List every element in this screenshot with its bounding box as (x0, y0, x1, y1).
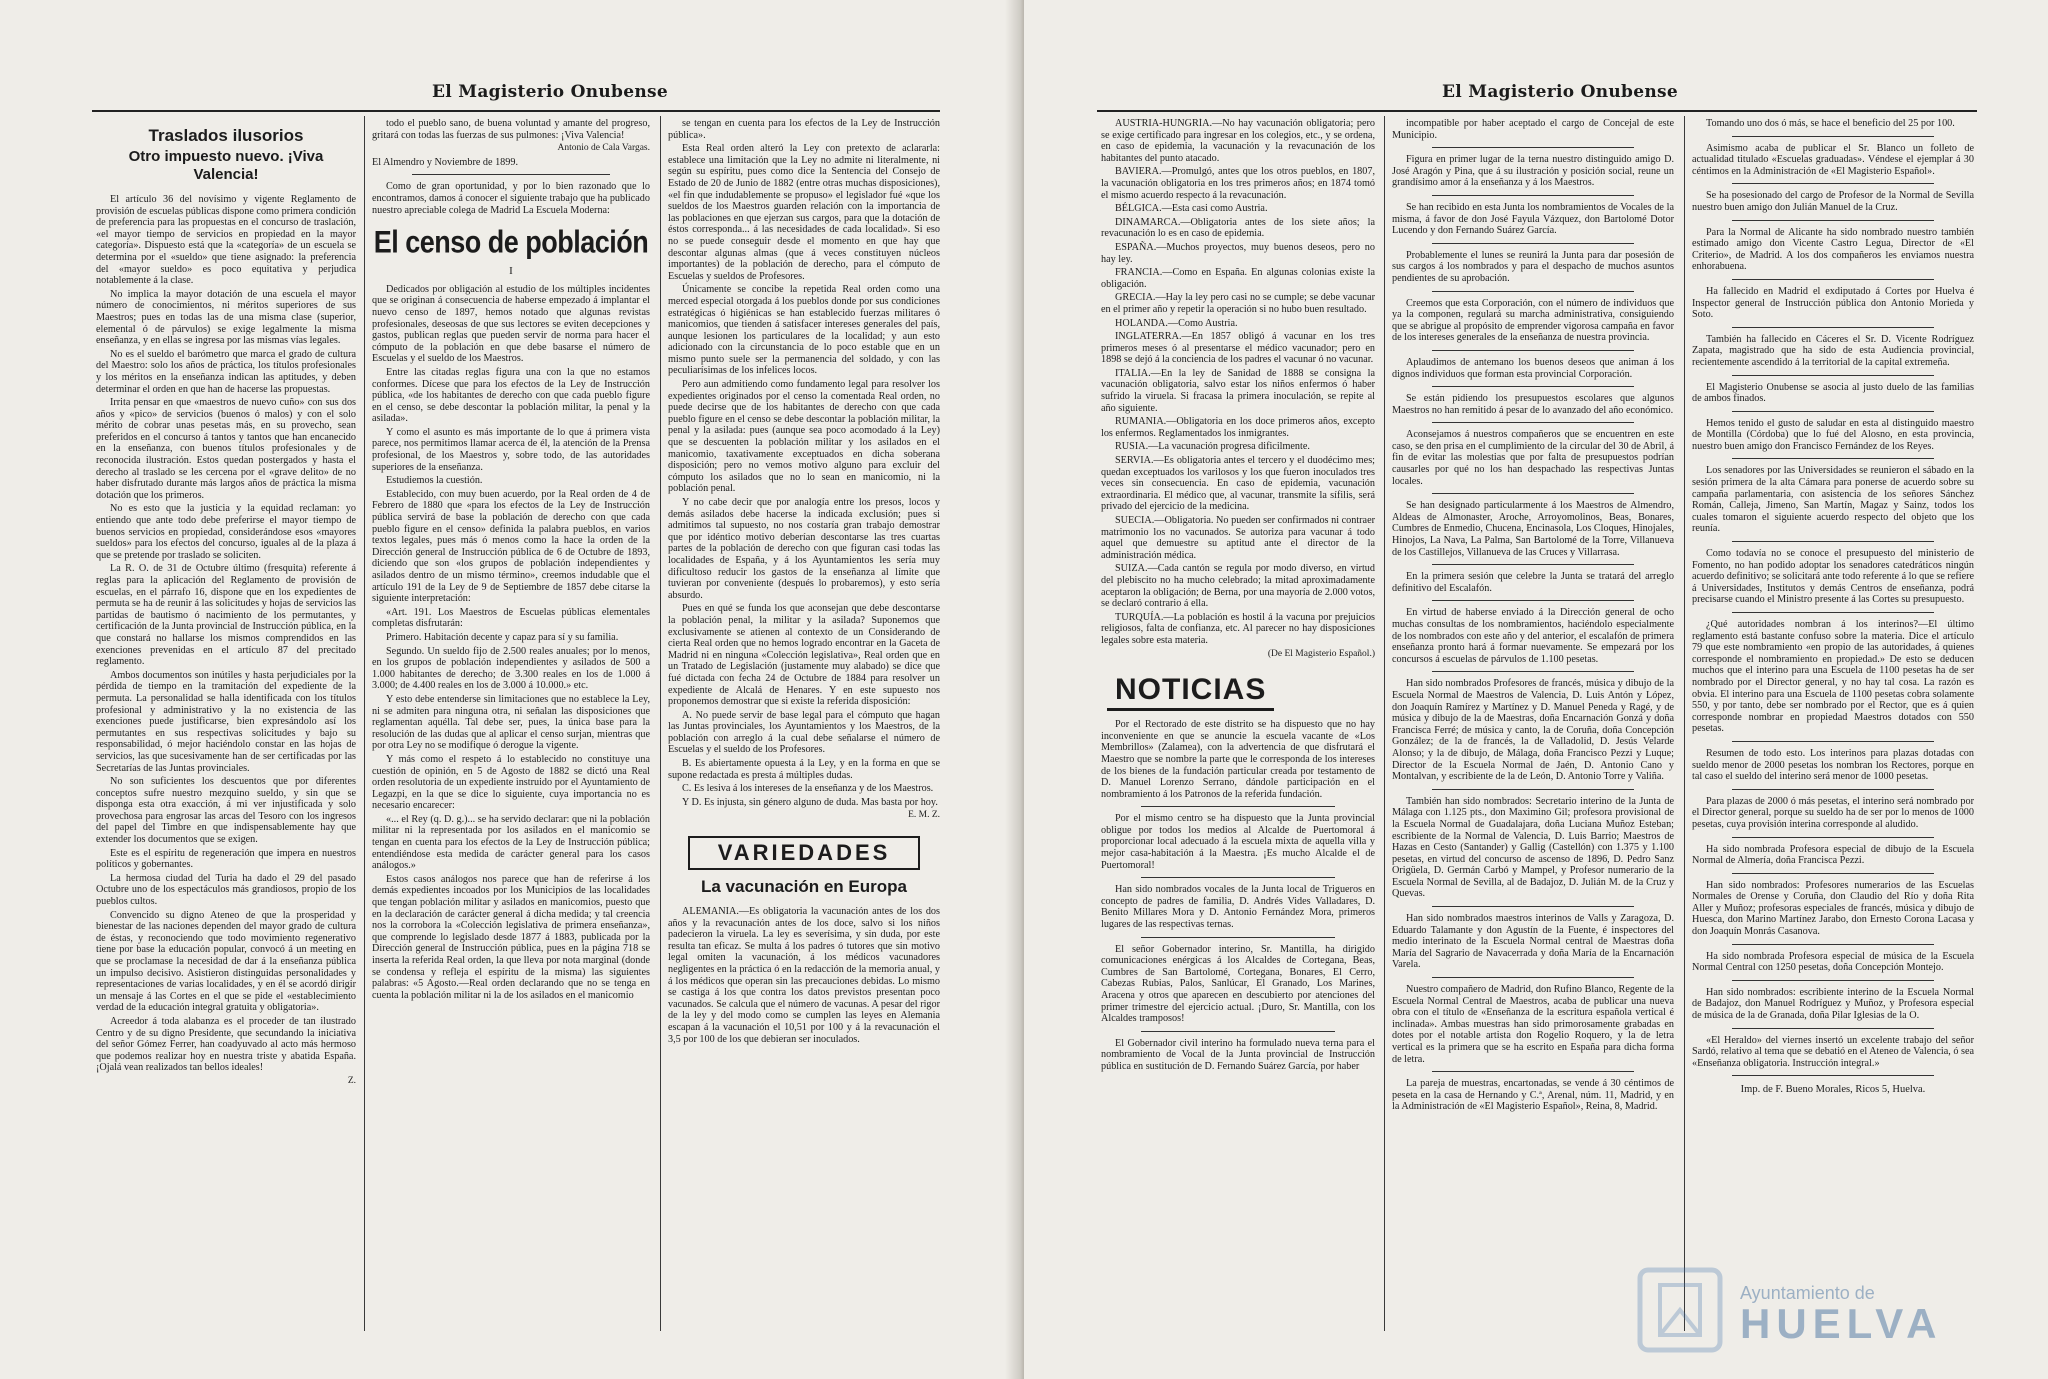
paragraph: «... el Rey (q. D. g.)... se ha servido declarar: que ni la población militar ni la representada por los asilados en el manicomio se tengan en cuenta para los efectos de la Ley de Instrucción pública; entendiéndose esta medida de carácter general para los casos análogos.» (372, 813, 650, 872)
news-item: También ha fallecido en Cáceres el Sr. D. Vicente Rodríguez Zapata, magistrado que ha sido de esta Audiencia provincial, recientemente ascendido á la territorial de la capital extremeña. (1692, 333, 1974, 368)
separator (1732, 837, 1934, 838)
paragraph: C. Es lesiva á los intereses de la enseñanza y de los Maestros. (682, 783, 934, 795)
paragraph: SERVIA.—Es obligatoria antes el tercero y el duodécimo mes; quedan exceptuados los varilosos y los que fueron inoculados tres veces sin consecuencia. En caso de epidemia, vacunación extraordinaria. El médico que, al vacunar, transmite la sífilis, será privado del ejercicio de la medicina. (1101, 455, 1375, 513)
paragraph: Establecido, con muy buen acuerdo, por la Real orden de 4 de Febrero de 1880 que «para los efectos de la Ley de Instrucción pública servirá de base la población de derecho con que cada pueblo figure en el censo» definida la palabra pueblos, en varios textos legales, pues más ó menos como la hace la orden de la Dirección general de Instrucción pública de 6 de Octubre de 1893, diciendo que son «los grupos de población independientes y asilados dentro de un mismo término», creemos indudable que el artículo 191 de la Ley de 9 de Septiembre de 1857 debe citarse la siguiente interpretación: (372, 488, 650, 605)
separator (1732, 220, 1934, 221)
section-noticias: NOTICIAS (1107, 672, 1274, 711)
article-author: Antonio de Cala Vargas. (557, 143, 650, 154)
news-item: Los senadores por las Universidades se reunieron el sábado en la sesión primera de la alta Cámara para ponerse de acuerdo sobre su campaña parlamentaria, con asistencia de los señores Sánchez Román, Calleja, Jimeno, San Martín, Magaz y Sainz, todos los cuales tomaron el siguiente acuerdo respecto del objeto que los reunía. (1692, 465, 1974, 535)
paragraph: RUSIA.—La vacunación progresa dificilmente. (1115, 441, 1310, 453)
paragraph: No es esto que la justicia y la equidad reclaman: yo entiendo que ante todo debe preferirse el mayor tiempo de buenos servicios en propiedad, considerándose esos «mayores sueldos» para los efectos del concurso, iguales al de la plaza á que se pretende por traslado se soliciten. (96, 503, 356, 561)
separator (1732, 612, 1934, 613)
headline-censo: El censo de población (373, 224, 649, 260)
news-item: Para plazas de 2000 ó más pesetas, el interino será nombrado por el Director general, porque su sueldo ha de ser por lo menos de 1000 pesetas, cuya provisión interina corresponde al aludido. (1692, 795, 1974, 830)
news-item: ¿Qué autoridades nombran á los interinos?—El último reglamento está bastante confuso sobre la materia. Dice el artículo 79 que este nombramiento «en propio de las autoridades, á quienes corresponde el nombramiento en propiedad.» De esto se deducen muchos que el interino para una Escuela de 1100 pesetas ha de ser nombrado por el Director general, y no hay tal cosa. La razón es obvia. El interino para una Escuela de 1100 pesetas cobra solamente 550, y por tanto, debe ser nombrado por el Rector, que es á quien corresponde nombrar en propiedad Maestros dotados con 550 pesetas. (1692, 619, 1974, 735)
news-item: El señor Gobernador interino, Sr. Mantilla, ha dirigido comunicaciones enérgicas á los Alcaldes de Cortegana, Beas, Cumbres de San Bartolomé, Cortegana, Bonares, El Cerro, Cabezas Rubias, Palos, Sanlúcar, El Granado, Los Marines, Aracena y otros que aparecen en descubierto por atenciones del primer trimestre del ejercicio actual. ¡Duro, Sr. Mantilla, con los Alcaldes tramposos! (1101, 943, 1375, 1025)
article-body-traslados (96, 194, 356, 1074)
news-item: incompatible por haber aceptado el cargo de Concejal de este Municipio. (1392, 118, 1674, 141)
paragraph: No es el sueldo el barómetro que marca el grado de cultura del Maestro: solo los años de práctica, los títulos profesionales y los méritos en la enseñanza indican las aptitudes, y deben determinar el orden en que han de hacerse las propuestas. (96, 348, 356, 395)
news-item: El Gobernador civil interino ha formulado nueva terna para el nombramiento de Vocal de la Junta provincial de Instrucción pública en sustitución de D. Fernando Suárez García, por haber (1101, 1037, 1375, 1072)
column-divider (1684, 116, 1685, 1331)
separator (1432, 564, 1634, 565)
news-item: Como todavía no se conoce el presupuesto del ministerio de Fomento, no han podido adoptar los senadores catedráticos ningún acuerdo definitivo; se solicitará ante todo referente á lo que se refiere á Universidades, Institutos y demás Centros de enseñanza, podrá precisarse cuando el Ministro presente á las Cortes su presupuesto. (1692, 548, 1975, 606)
news-item: Han sido nombrados: escribiente interino de la Escuela Normal de Badajoz, don Manuel Rodríguez y Muñoz, y Profesora especial de música de la de Granada, doña Pilar Iglesias de la O. (1692, 986, 1974, 1022)
separator (1432, 789, 1634, 790)
column-3 (664, 118, 944, 1318)
separator (1432, 386, 1634, 387)
column-divider (1384, 116, 1385, 1331)
paragraph: A. No puede servir de base legal para el cómputo que hagan las Juntas provinciales, los Ayuntamientos y los Maestros, de la población con arreglo á la cual debe señalarse el número de Escuelas y el sueldo de los Profesores. (668, 709, 940, 756)
news-item: Se están pidiendo los presupuestos escolares que algunos Maestros no han remitido á pesar de lo avanzado del año económico. (1392, 393, 1674, 416)
article-body-vacunacion (668, 906, 940, 1045)
article-subtitle-traslados: Otro impuesto nuevo. ¡Viva Valencia! (128, 148, 324, 183)
paragraph: RUMANIA.—Obligatoria en los doce primeros años, excepto los enfermos. Reglamentados los inmigrantes. (1101, 416, 1375, 439)
paragraph: Convencido su digno Ateneo de que la prosperidad y bienestar de las naciones dependen del mayor grado de cultura de éstas, y reconociendo que todo movimiento regenerativo tiene por base la educación popular, convocó á un meeting en que se proclamase la necesidad de dar á la enseñanza pública un impulso decisivo. Asistieron distinguidas personalidades y representaciones de varias localidades, y en él se acordó dirigir un mensaje á las Cortes en el que se pide el «establecimiento verdad de la educación integral gratuita y obligatoria». (96, 909, 356, 1014)
article-signature-emz: E. M. Z. (908, 810, 940, 821)
column-2 (368, 118, 654, 1318)
news-item: Se han designado particularmente á los Maestros de Almendro, Aldeas de Almonaster, Aroche, Arroyomolinos, Beas, Bonares, Cumbres de Enmedio, Chucena, Encinasola, Los Cloques, Hinojales, Hinojos, La Nava, La Palma, San Bartolomé de la Torre, Villanueva de los Castillejos, Villanueva de las Cruces y Villarrasa. (1392, 500, 1674, 558)
separator (1732, 873, 1934, 874)
headline-vacunacion: La vacunación en Europa (701, 877, 907, 897)
paragraph: BÉLGICA.—Esta casi como Austria. (1115, 203, 1268, 215)
header-rule-left (92, 110, 940, 112)
column-6 (1688, 118, 1978, 1318)
paragraph: Acreedor á toda alabanza es el proceder de tan ilustrado Centro y de su digno Presidente, que secundando la iniciativa del señor Gómez Ferrer, han coadyuvado al acto más hermoso que podemos realizar hoy en nuestra triste y abatida España. ¡Ojalá vean realizados tan bellos ideales! (96, 1015, 356, 1074)
separator (1432, 291, 1634, 292)
intro-paragraph: Como de gran oportunidad, y por lo bien razonado que lo encontramos, damos á conocer el siguiente trabajo que ha publicado nuestro apreciable colega de Madrid La Escuela Moderna: (372, 181, 650, 216)
news-item: Ha sido nombrada Profesora especial de música de la Escuela Normal Central con 1250 pesetas, doña Concepción Montejo. (1692, 950, 1974, 974)
paragraph: B. Es abiertamente opuesta á la Ley, y en la forma en que se supone redactada es presta á múltiples dudas. (668, 758, 940, 781)
news-item: Aplaudimos de antemano los buenos deseos que animan á los dignos individuos que forman esta provincial Corporación. (1392, 356, 1674, 380)
separator (1732, 183, 1934, 184)
separator (1141, 937, 1335, 938)
news-item: Figura en primer lugar de la terna nuestro distinguido amigo D. José Aragón y Pina, que á su ilustración y posición social, reune un grandísimo amor á la enseñanza y á los Maestros. (1392, 154, 1674, 189)
news-item: «El Heraldo» del viernes insertó un excelente trabajo del señor Sardó, relativo al tema que se debatió en el Ateneo de Valencia, ó sea «Enseñanza obligatoria. Instrucción integral.» (1692, 1034, 1974, 1069)
paragraph: No son suficientes los descuentos que por diferentes conceptos sufre nuestro mezquino sueldo, y sin que se disponga esta otra exacción, á mi ver injustificada y solo provechosa para engrosar las arcas del Tesoro con los ingresos del papel del Timbre en que indispensablemente hay que extender los documentos que se exigen. (96, 776, 356, 846)
paragraph: Y más como el respeto á lo establecido no constituye una cuestión de opinión, en 5 de Agosto de 1882 se dictó una Real orden resolutoria de un expediente instruido por el Ayuntamiento de Legazpi, en la que se dice lo siguiente, cuya importancia no es necesario encarecer: (372, 753, 650, 812)
paragraph: ALEMANIA.—Es obligatoria la vacunación antes de los dos años y la revacunación antes de los doce, salvo si los niños padecieron la viruela. La ley es severísima, y sin duda, por este resulta tan eficaz. Se multa á los padres ó tutores que sin motivo legal omiten la vacunación, á los médicos vacunadores negligentes en la práctica ó en la redacción de la memoria anual, y á los médicos que operan sin las precauciones debidas. Lo mismo se castiga á los que contra los datos previstos presentan poco vacunados. Se calcula que el número de vacunas. A pesar del rigor de la ley y del modo como se cumplen las leyes en Alemania escapan á la vacunación el 10,51 por 100 y á la revacunación el 3,5 por 100 de los que debieran ser inoculados. (668, 906, 940, 1045)
paragraph: Y como el asunto es más importante de lo que á primera vista parece, nos permitimos llamar acerca de él, la atención de la Prensa profesional, de los Maestros y, sobre todo, de las autoridades superiores de la enseñanza. (372, 426, 650, 473)
separator (1432, 493, 1634, 494)
separator (1432, 350, 1634, 351)
separator (1432, 1071, 1634, 1072)
paragraph: INGLATERRA.—En 1857 obligó á vacunar en los tres primeros meses ó al presentarse el médico vacunador; pero en 1898 se dejó á la conciencia de los padres el vacunar ó no vacunar. (1101, 331, 1375, 366)
header-rule-right (1097, 110, 1977, 112)
news-item: Hemos tenido el gusto de saludar en esta al distinguido maestro de Montilla (Córdoba) que lo fué del Alosno, en esta provincia, nuestro buen amigo don Francisco Fernández de los Reyes. (1692, 417, 1974, 452)
paragraph: DINAMARCA.—Obligatoria antes de los siete años; la revacunación lo es en caso de epidemia. (1101, 216, 1375, 240)
column-4 (1097, 118, 1379, 1318)
article-body-vacunacion-cont (1101, 118, 1375, 647)
separator (1732, 375, 1934, 376)
news-item: Ha sido nombrada Profesora especial de dibujo de la Escuela Normal de Almería, doña Francisca Pezzi. (1692, 843, 1974, 867)
separator (1432, 600, 1634, 601)
news-item: También han sido nombrados: Secretario interino de la Junta de Málaga con 1.125 pts., don Maximino Gil; profesora provisional de la Escuela Normal de Guadalajara, doña Luciana Muñoz Esteban; escribiente de la Normal de Valencia, D. Luis Barrio; Maestros de Hazas en Cesto (Santander) y Gallig (Castellón) con 1.375 y 1.100 pesetas, en virtud del concurso de ascenso de 1896, D. Pedro Sanz Origüela, D. Germán Carbó y Mampel, y Profesor numerario de la Escuela Normal de Sevilla, al de Badajoz, D. Julián M. de la Cruz y Quevas. (1392, 795, 1674, 900)
article-source: (De El Magisterio Español.) (1267, 648, 1375, 659)
article-body-censo (372, 284, 650, 1002)
paragraph: FRANCIA.—Como en España. En algunas colonias existe la obligación. (1101, 267, 1375, 290)
column-divider (364, 116, 365, 1331)
separator (1432, 671, 1634, 672)
news-item: Nuestro compañero de Madrid, don Rufino Blanco, Regente de la Escuela Normal Central de Maestros, acaba de publicar una nueva obra con el título de «Enseñanza de la escritura española vertical é inclinada». Ambas muestras han sido primorosamente grabadas en dotes por el notable artista don Rogelio Roquero, y la de letra vertical es la primera que se ha escrito en España para dicha forma de letra. (1392, 984, 1674, 1065)
news-item: Por el Rectorado de este distrito se ha dispuesto que no hay inconveniente en que se anuncie la escuela vacante de «Los Membrillos» (Zalamea), con la advertencia de que disfrutará el Maestro que se nombre la parte que le corresponda de los intereses de los bienes de la fundación particular creada por testamento de D. Manuel Lorenzo Serrano, dándole participación en el nombramiento á los Patronos de la referida fundación. (1101, 719, 1375, 800)
separator (1732, 1028, 1934, 1029)
paragraph: ITALIA.—En la ley de Sanidad de 1888 se consigna la vacunación obligatoria, salvo estar los niños enfermos ó haber sufrido la viruela. Si fracasa la primera inoculación, se repite al año siguiente. (1101, 367, 1375, 414)
separator (1732, 541, 1934, 542)
paragraph: Y no cabe decir que por analogía entre los presos, locos y demás asilados debe hacerse la indicada exclusión; pues si admitimos tal supuesto, no nos costaría gran trabajo demostrar que por idéntico motivo deberían descontarse las tres cuartas partes de la población de derecho con que figuran casi todas las localidades de España, y á los Ayuntamientos les sería muy dificultoso reducir los gastos de la enseñanza al límite que tuvieran por conveniente (después lo probaremos), y esto sería absurdo. (668, 497, 940, 601)
news-item: Han sido nombrados: Profesores numerarios de las Escuelas Normales de Orense y Coruña, don Claudio del Río y doña Rita Aller y Muñoz; profesoras especiales de francés, música y dibujo de Huesca, don Marino Martínez Jarabo, don Ernesto Corona Lacasa y don Joaquín Monrás Casanova. (1692, 879, 1974, 938)
paragraph: TURQUÍA.—La población es hostil á la vacuna por prejuicios religiosos, falta de confianza, etc. Al parecer no hay disposiciones legales sobre esta materia. (1101, 611, 1375, 646)
news-item: Asimismo acaba de publicar el Sr. Blanco un folleto de actualidad titulado «Escuelas graduadas». Véndese el ejemplar á 30 céntimos en la Administración de «El Magisterio Español». (1692, 142, 1974, 177)
news-item: Han sido nombrados Profesores de francés, música y dibujo de la Escuela Normal de Maestros de Valencia, D. Luis Antón y López, don Joaquín Ramírez y Martínez y D. Manuel Peneda y Ragé, y de música y dibujo de la de Maestras, doña Encarnación Gonzá y doña Francisca Ferré; de música y canto, la de Coruña, doña Concepción González; de la de francés, la de Valladolid, D. Jesús Velarde Alonso; y la de dibujo, de Málaga, doña Francisco Pezzi y Luque; Director de la Escuela Normal de Jaén, D. Antonio Cano y Montalvan, y escribiente de la de León, D. Antonio Torre y Valiña. (1392, 678, 1674, 783)
paragraph: Segundo. Un sueldo fijo de 2.500 reales anuales; por lo menos, en los grupos de población independientes y asilados de 500 a 1.000 habitantes de derecho; de 3.300 reales en los de 1.000 á 3.000; de 4.400 reales en los de 3.000 á 10.000.» etc. (372, 645, 650, 692)
separator (1732, 789, 1934, 790)
paragraph: Ambos documentos son inútiles y hasta perjudiciales por la pérdida de tiempo en la tramitación del expediente de la permuta. La personalidad se halla identificada con los títulos profesional y administrativo y la no existencia de las exenciones puede justificarse, bien expresándolo así los permutantes en sus respectivas solicitudes y bajo su responsabilidad, ó mejor haciéndolo constar en las hojas de servicios, las que sucesivamente han de ser certificadas por las Secretarías de las Juntas provinciales. (96, 669, 356, 774)
separator (1432, 147, 1634, 148)
separator (1732, 279, 1934, 280)
news-list (1101, 719, 1375, 1072)
printer-imprint: Imp. de F. Bueno Morales, Ricos 5, Huelva. (1740, 1084, 1926, 1096)
separator (1732, 458, 1934, 459)
paragraph: GRECIA.—Hay la ley pero casi no se cumple; se debe vacunar en el primer año y repetir la operación si no hubo buen resultado. (1101, 292, 1375, 315)
separator (1732, 1075, 1934, 1076)
news-item: Tomando uno dos ó más, se hace el beneficio del 25 por 100. (1706, 118, 1955, 129)
separator (1141, 877, 1335, 878)
paragraph: No implica la mayor dotación de una escuela el mayor número de conocimientos, ni méritos superiores de sus Maestros; pues en todas las de una misma clase (superior, elemental ó de párvulos) se exige legalmente la misma enseñanza, y en ellas se ingresa por las mismas vías legales. (96, 288, 356, 347)
paragraph: SUECIA.—Obligatoria. No pueden ser confirmados ni contraer matrimonio los no vacunados. Se autoriza para vacunar á todo aquel que demuestre su aptitud ante el director de la administración médica. (1101, 515, 1375, 561)
masthead-left: El Magisterio Onubense (432, 82, 669, 102)
paragraph: «Art. 191. Los Maestros de Escuelas públicas elementales completas disfrutarán: (372, 606, 650, 630)
separator (1732, 741, 1934, 742)
separator (1732, 944, 1934, 945)
paragraph: Y esto debe entenderse sin limitaciones que no establece la Ley, ni se admiten para ninguna otra, ni señalan las disposiciones que reglamentan aquélla. Tal debe ser, pues, la única base para la resolución de las dudas que al aplicar el censo surjan, mientras que por otra Ley no se modifique ó derogue la vigente. (372, 693, 650, 752)
paragraph: Irrita pensar en que «maestros de nuevo cuño» con sus dos años y «pico» de servicios (buenos ó malos) y con el solo mérito de cobrar unas pesetas más, en su provecho, sean preferidos en el concurso á tantos y tantos que han encanecido en la enseñanza, con buenos títulos profesionales y de reconocida ilustración. Estos quedan postergados y hasta el derecho al traslado se les cercena por el «grave delito» de no haber disfrutado durante más largos años de práctica la misma dotación que los primeros. (96, 397, 356, 501)
section-number: I (509, 265, 513, 278)
separator (1732, 327, 1934, 328)
article-signature: Z. (347, 1075, 356, 1086)
paragraph: Dedicados por obligación al estudio de los múltiples incidentes que se originan á consecuencia de haberse empezado á implantar el nuevo censo de 1897, hemos notado que algunas revistas profesionales, deseosas de que sus lectores se eviten decepciones y gastos, publican reglas que pueden servir de norma para hacer el cómputo de la población en que debe basarse el número de Escuelas y el sueldo de los Maestros. (372, 283, 650, 365)
right-page (1024, 0, 2048, 1379)
news-item: Han sido nombrados maestros interinos de Valls y Zaragoza, D. Eduardo Talamante y don Agustín de la Fuente, é inspectores del medio interinato de la Escuela Normal central de Maestras doña María del Sagrario de Navacerrada y doña María de la Encarnación Varela. (1392, 913, 1674, 971)
separator (1732, 980, 1934, 981)
news-item: La pareja de muestras, encartonadas, se vende á 30 céntimos de peseta en la casa de Hernando y C.ª, Arenal, núm. 11, Madrid, y en la Administración de «El Magisterio Español», Reina, 8, Madrid. (1392, 1078, 1674, 1113)
separator (1432, 906, 1634, 907)
separator (1432, 243, 1634, 244)
news-item: Han sido nombrados vocales de la Junta local de Trigueros en concepto de padres de familia, D. Andrés Vides Valladares, D. Benito Millares Mora y D. Antonio Fernández Mora, primeros lugares de las respectivas ternas. (1101, 884, 1375, 931)
news-item: Para la Normal de Alicante ha sido nombrado nuestro también estimado amigo don Vicente Castro Legua, Director de «El Criterio», de Madrid. A los dos compañeros les enviamos nuestra enhorabuena. (1692, 226, 1974, 273)
news-item: Se ha posesionado del cargo de Profesor de la Normal de Sevilla nuestro buen amigo don Julián Manuel de la Cruz. (1692, 190, 1974, 213)
article-body-censo-cont (668, 118, 940, 808)
paragraph: Pues en qué se funda los que aconsejan que debe descontarse la población penal, la militar y la asilada? Suponemos que exclusivamente se atienen al contexto de un Considerando de cierta Real orden que no hemos logrado encontrar en la Gaceta de Madrid ni en ninguna «Colección legislativa», Real orden que en un Tratado de Legislación (justamente muy alabado) se dice que fué dictada con fecha 24 de Octubre de 1884 para resolver un expediente de Alcalá de Henares. Y en este supuesto nos proponemos demostrar que si existe la referida disposición: (668, 603, 940, 708)
news-item: En la primera sesión que celebre la Junta se tratará del arreglo definitivo del Escalafón. (1392, 571, 1674, 594)
news-item: Probablemente el lunes se reunirá la Junta para dar posesión de sus cargos á los nombrados y para el despacho de muchos asuntos pendientes de su aprobación. (1392, 249, 1674, 284)
news-item: Resumen de todo esto. Los interinos para plazas dotadas con sueldo menor de 2000 pesetas los nombran los Rectores, porque en tal caso el sueldo del interino será menor de 1000 pesetas. (1692, 747, 1974, 783)
paragraph: SUIZA.—Cada cantón se regula por modo diverso, en virtud del plebiscito no ha mucho celebrado; la mitad aproximadamente aceptaron la obligación; de Berna, por una mayoría de 2.000 votos, se declaró contrario á ella. (1101, 563, 1375, 610)
news-item: Creemos que esta Corporación, con el número de individuos que ya la componen, regulará su marcha administrativa, consiguiendo que se abrigue al propósito de emprender vigorosa campaña en favor de los intereses generales de la enseñanza de nuestra provincia. (1392, 297, 1674, 344)
column-5 (1388, 118, 1678, 1318)
paragraph: Únicamente se concibe la repetida Real orden como una merced especial otorgada á los pueblos donde por sus condiciones estratégicas ó higiénicas se han establecido fuerzas militares ó manicomios, que tienden á satisfacer intereses generales del país, aunque lesionen los particulares de la localidad; y aun esto adicionado con la circunstancia de lo poco estable que en un mismo punto suele ser la permanencia del soldado, y con las peculiarísimas de los infelices locos. (668, 284, 940, 377)
section-variedades: VARIEDADES (688, 836, 920, 870)
separator (1432, 195, 1634, 196)
news-item: El Magisterio Onubense se asocia al justo duelo de las familias de ambos finados. (1692, 381, 1974, 405)
paragraph: Entre las citadas reglas figura una con la que no estamos conformes. Dícese que para los efectos de la Ley de Instrucción pública, «de los habitantes de derecho con que cada pueblo figure en el censo, se debe descontar la población militar, la penal y la asilada». (372, 366, 650, 425)
paragraph: Esta Real orden alteró la Ley con pretexto de aclararla: establece una limitación que la Ley no admite ni literalmente, ni según su espíritu, pues como dice la Sentencia del Consejo de Estado de 20 de Junio de 1882 (entre otras muchas disposiciones), «el fin que indudablemente se propuso» el legislador fué «que los sueldos de los Maestros guarden relación con la importancia de las poblaciones en que ejerzan sus cargos, para que la dotación de éstos corresponda... á las necesidades de cada localidad». Si eso no se puede conseguir desde el momento en que hay que descontar algunas almas (que á veces constituyen núcleos importantes) de la población de derecho, para el cómputo de Escuelas y sueldos de Profesores. (668, 143, 940, 282)
paragraph: Estudiemos la cuestión. (386, 475, 483, 487)
article-continuation (372, 118, 650, 141)
separator (1732, 136, 1934, 137)
watermark-line-1: Ayuntamiento de (1740, 1283, 1875, 1303)
news-item: Por el mismo centro se ha dispuesto que la Junta provincial obligue por todos los medios al Alcalde de Puertomoral á proporcionar local adecuado á la escuela mixta de aquella villa y mejor casa-habitación á la Maestra. ¡Es mucho Alcalde el de Puertomoral! (1101, 813, 1375, 871)
column-1 (92, 118, 360, 1318)
paragraph: Primero. Habitación decente y capaz para sí y su familia. (386, 631, 619, 643)
watermark-line-2: HUELVA (1740, 1300, 1943, 1347)
paragraph: HOLANDA.—Como Austria. (1115, 317, 1238, 329)
news-item: Se han recibido en esta Junta los nombramientos de Vocales de la misma, á favor de don José Fayula Vázquez, don Bartolomé Dotor Lucendo y don Fernando Suárez García. (1392, 201, 1674, 237)
separator (1141, 1031, 1335, 1032)
article-place-date: El Almendro y Noviembre de 1899. (372, 156, 518, 168)
paragraph: La R. O. de 31 de Octubre último (fresquita) referente á reglas para la aplicación del Reglamento de provisión de escuelas, en el párrafo 16, dispone que en los expedientes de permuta se ha de reunir á las solicitudes y hojas de servicios las partidas de bautismo ó nacimiento de los permutantes, y certificación de la Junta provincial de Instrucción pública, en la que constará no hallarse los mismos comprendidos en las exenciones prevenidas en el artículo 87 del precitado reglamento. (96, 563, 356, 668)
separator (1432, 422, 1634, 423)
news-item: Aconsejamos á nuestros compañeros que se encuentren en este caso, se den prisa en el cumplimiento de la circular del 30 de Abril, á fin de evitar las molestias que por falta de presupuestos podrían causarles por qué no los han despachado las respectivas Juntas locales. (1392, 429, 1674, 487)
paragraph: AUSTRIA-HUNGRÍA.—No hay vacunación obligatoria; pero se exige certificado para ingresar en los colegios, etc., y se ordena, en caso de epidemia, la vacunación y la revacunación de los habitantes del punto atacado. (1101, 118, 1375, 164)
separator (412, 174, 610, 175)
paragraph: se tengan en cuenta para los efectos de la Ley de Instrucción pública». (668, 118, 940, 141)
news-list-cont (1392, 118, 1674, 1113)
paragraph: Y D. Es injusta, sin género alguno de duda. Mas basta por hoy. (682, 796, 938, 808)
news-list-cont-2 (1692, 118, 1974, 1069)
separator (1141, 806, 1335, 807)
paragraph: El artículo 36 del novísimo y vigente Reglamento de provisión de escuelas públicas dispone como primera condición de preferencia para las propuestas en el concurso de traslación, «el mayor tiempo de servicios en propiedad en la mayor categoría». Dispuesto está que la «categoría» de un escuela se determina por el «sueldo» que tiene asignado: la preferencia del «mayor sueldo» es poco equitativa y perjudica notablemente á la clase. (96, 194, 356, 287)
paragraph: todo el pueblo sano, de buena voluntad y amante del progreso, gritará con todas las fuerzas de sus pulmones: ¡Viva Valencia! (372, 118, 650, 141)
column-divider (660, 116, 661, 1331)
paragraph: Este es el espíritu de regeneración que impera en nuestros políticos y gobernantes. (96, 847, 356, 871)
paragraph: Pero aun admitiendo como fundamento legal para resolver los expedientes originados por el censo la comentada Real orden, no puede decirse que de los habitantes de derecho con que cada pueblo figure en el censo se debe descontar la población militar, la penal y la asilada: pues (aunque sea poco acomodado á la Ley) que se descuenten la población militar y los asilados en el manicomio, taxativamente exceptuados en dicha soberana disposición; pero no vemos motivo alguno para excluir del cómputo los asilados que no lo sean en manicomio, ni la población penal. (668, 379, 940, 495)
separator (1432, 977, 1634, 978)
masthead-right: El Magisterio Onubense (1442, 82, 1679, 102)
paragraph: Estos casos análogos nos parece que han de referirse á los demás expedientes incoados por los Municipios de las localidades que tengan población militar y asilados en manicomios, puesto que en la declaración de carácter general á dicha medida; y tal creencia nos la corrobora la «Colección legislativa de primera enseñanza», que comprende lo legislado desde 1877 á 1883, publicada por la Dirección general de Instrucción pública, pues en la página 718 se inserta la referida Real orden, la que lleva por nota marginal (donde se condensa y refleja el espíritu de la misma) las siguientes palabras: «5 Agosto.—Real orden declarando que no se tenga en cuenta la población militar ni la de los asilados en el manicomio (372, 873, 650, 1001)
paragraph: BAVIERA.—Promulgó, antes que los otros pueblos, en 1807, la vacunación obligatoria en los tres primeros años; en 1874 tomó el mismo acuerdo respecto á la revacunación. (1101, 166, 1375, 201)
separator (1732, 411, 1934, 412)
news-item: En virtud de haberse enviado á la Dirección general de ocho muchas consultas de los nombramientos, haciéndolo especialmente de los nombrados con este año y del anterior, el escalafón de primera enseñanza pronto hará á formar nuevamente. Se empezará por los concursos á escuelas de párvulos de 1.100 pesetas. (1392, 607, 1674, 665)
article-title-traslados: Traslados ilusorios (148, 126, 304, 145)
paragraph: La hermosa ciudad del Turia ha dado el 29 del pasado Octubre uno de los espectáculos más grandiosos, propio de los pueblos cultos. (96, 872, 356, 908)
paragraph: ESPAÑA.—Muchos proyectos, muy buenos deseos, pero no hay ley. (1101, 241, 1375, 265)
news-item: Ha fallecido en Madrid el exdiputado á Cortes por Huelva é Inspector general de Instrucción pública don Antonio Morieda y Soto. (1692, 285, 1974, 321)
